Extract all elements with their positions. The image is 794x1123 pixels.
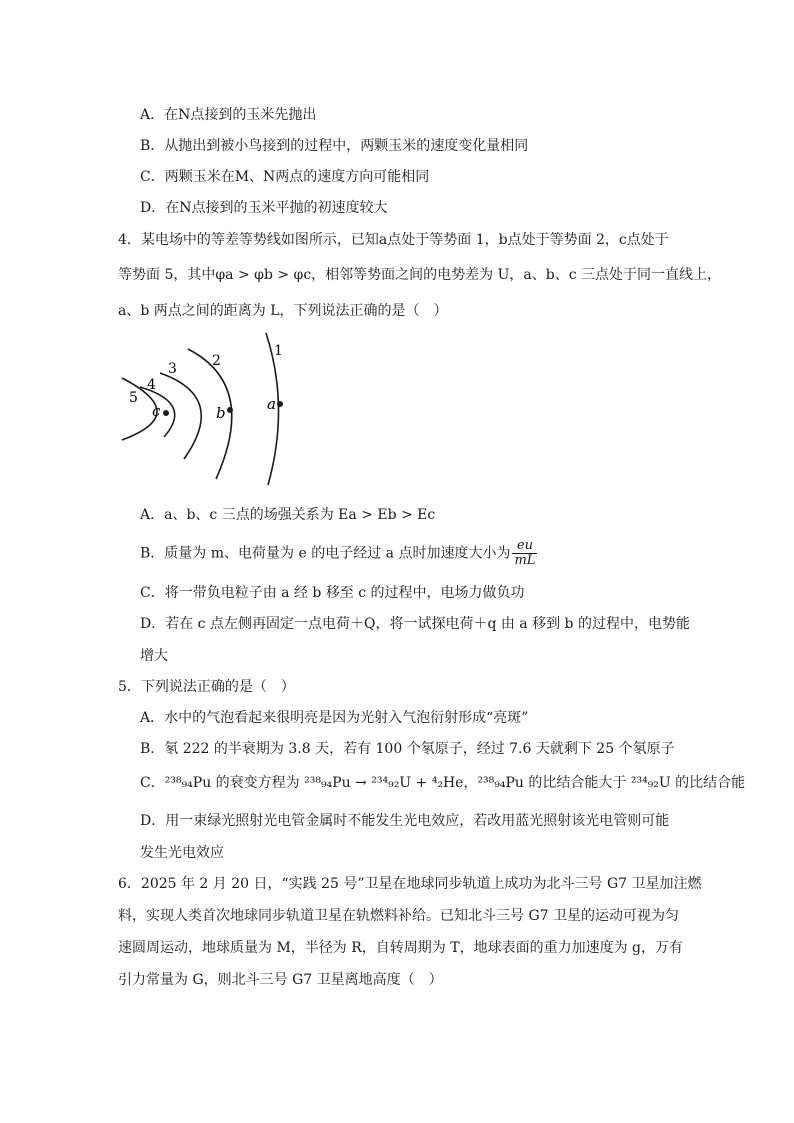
q4-option-d-line2: 增大 (140, 648, 168, 664)
equipotential-figure (118, 325, 308, 490)
q4-stem-line1: 4．某电场中的等差等势线如图所示，已知a点处于等势面 1，b点处于等势面 2，c点处于 (118, 232, 669, 248)
point-a (277, 401, 283, 407)
q3-option-a: A．在N点接到的玉米先抛出 (140, 107, 317, 123)
q5-option-c: C．²³⁸₉₄Pu 的衰变方程为 ²³⁸₉₄Pu → ²³⁴₉₂U + ⁴₂He，²³⁸₉₄Pu 的比结合能大于 ²³⁴₉₂U 的比结合能 (140, 775, 746, 791)
curve-label-1: 1 (274, 343, 283, 359)
acceleration-fraction (512, 539, 537, 568)
q6-stem-line3: 速圆周运动，地球质量为 M，半径为 R，自转周期为 T，地球表面的重力加速度为 g，万有 (118, 940, 683, 956)
q5-option-b: B．氡 222 的半衰期为 3.8 天，若有 100 个氡原子，经过 7.6 天就剩下 25 个氡原子 (140, 741, 675, 757)
q6-stem-line1: 6．2025 年 2 月 20 日，“实践 25 号”卫星在地球同步轨道上成功为北斗三号 G7 卫星加注燃 (118, 876, 702, 892)
point-label-c: c (152, 402, 161, 420)
q5-stem: 5．下列说法正确的是（ ） (118, 679, 295, 695)
equipotential-line-3 (160, 373, 201, 459)
curve-label-2: 2 (212, 353, 221, 369)
q5-option-a: A．水中的气泡看起来很明亮是因为光射入气泡衍射形成“亮斑” (140, 710, 529, 726)
q4-option-b (140, 539, 537, 568)
curve-label-4: 4 (147, 377, 156, 393)
q4-option-d-line1: D．若在 c 点左侧再固定一点电荷＋Q，将一试探电荷＋q 由 a 移到 b 的过程中，电势能 (140, 616, 690, 632)
q6-stem-line2: 料，实现人类首次地球同步轨道卫星在轨燃料补给。已知北斗三号 G7 卫星的运动可视为匀 (118, 908, 679, 924)
curve-label-5: 5 (129, 390, 138, 406)
q4-option-a: A．a、b、c 三点的场强关系为 Ea > Eb > Ec (140, 507, 436, 523)
q4-stem-line2: 等势面 5，其中φa > φb > φc，相邻等势面之间的电势差为 U，a、b、c 三点处于同一直线上， (118, 267, 722, 283)
q6-stem-line4: 引力常量为 G，则北斗三号 G7 卫星离地高度（ ） (118, 972, 443, 988)
q5-option-d-line1: D．用一束绿光照射光电管金属时不能发生光电效应，若改用蓝光照射该光电管则可能 (140, 813, 670, 829)
point-label-a: a (267, 395, 276, 413)
fraction-numerator: eu (512, 539, 537, 554)
point-c (163, 410, 169, 416)
q4-stem-line3: a、b 两点之间的距离为 L，下列说法正确的是（ ） (118, 303, 448, 319)
q4-option-b-text: B．质量为 m、电荷量为 e 的电子经过 a 点时加速度大小为 (140, 545, 511, 562)
q3-option-d: D．在N点接到的玉米平抛的初速度较大 (140, 200, 388, 216)
q4-option-c: C．将一带负电粒子由 a 经 b 移至 c 的过程中，电场力做负功 (140, 585, 525, 601)
fraction-denominator: mL (514, 553, 536, 568)
curve-label-3: 3 (168, 361, 177, 377)
q5-option-d-line2: 发生光电效应 (140, 845, 224, 861)
point-b (227, 407, 233, 413)
q3-option-b: B．从抛出到被小鸟接到的过程中，两颗玉米的速度变化量相同 (140, 138, 529, 154)
point-label-b: b (216, 404, 226, 422)
q3-option-c: C．两颗玉米在M、N两点的速度方向可能相同 (140, 169, 430, 185)
